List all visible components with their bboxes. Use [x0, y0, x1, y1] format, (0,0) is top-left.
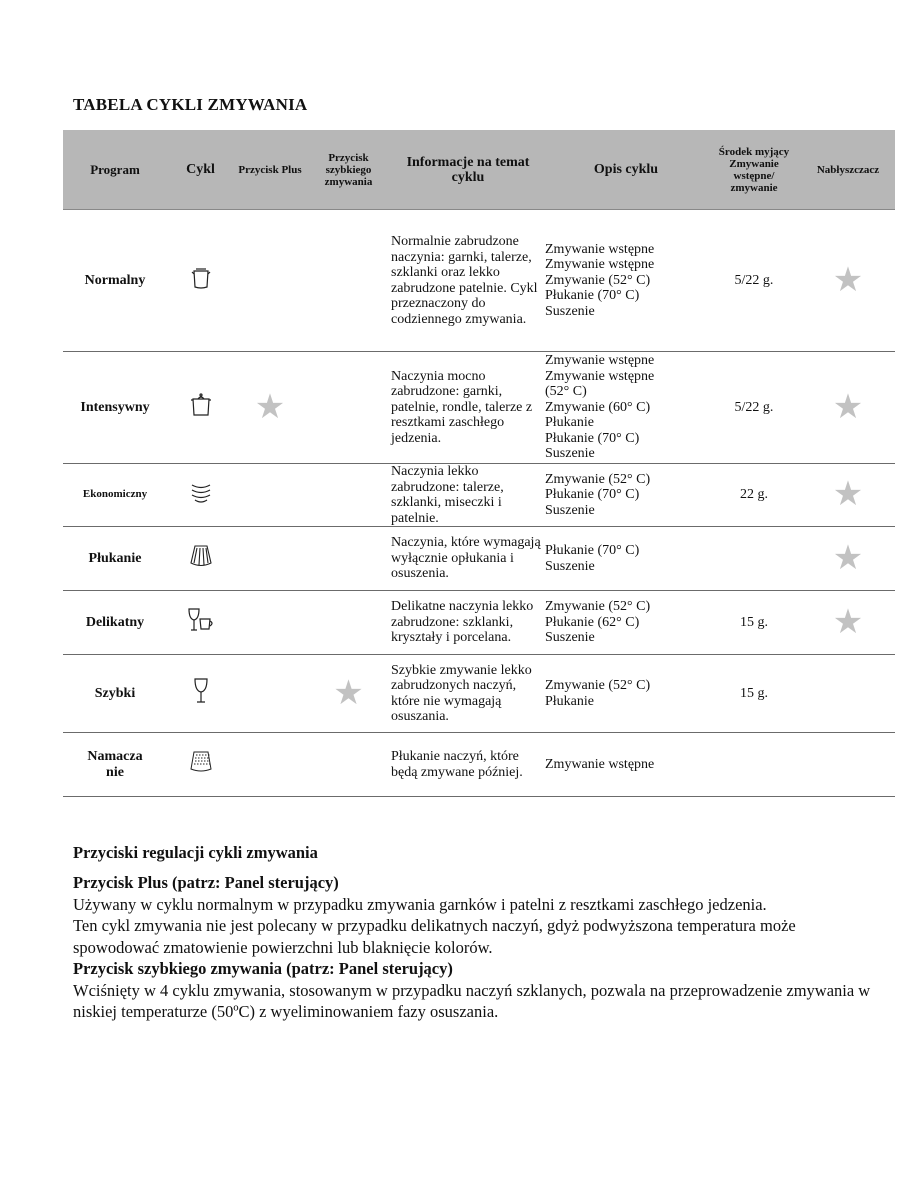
- cycle-step: Płukanie (62° C): [545, 614, 640, 630]
- wine-glass-icon: [186, 676, 216, 706]
- rinse-aid-cell: [801, 352, 895, 464]
- cycles-table: [63, 130, 895, 797]
- header-szybki: Przycisk szybkiego zmywania: [306, 130, 391, 210]
- header-cykl: Cykl: [167, 130, 234, 210]
- cycle-step: Suszenie: [545, 558, 595, 574]
- soak-icon: [186, 747, 216, 777]
- cycle-step: Zmywanie wstępne: [545, 368, 655, 384]
- pot-lid-icon: [186, 390, 216, 420]
- detergent-dose-cell: [707, 527, 801, 591]
- plus-star-icon: ★: [254, 388, 286, 426]
- cycle-step: Płukanie (70° C): [545, 543, 640, 558]
- plus-text-1: Używany w cyklu normalnym w przypadku zmywania garnków i patelni z resztkami zaschłego jedzenia.: [73, 894, 767, 914]
- header-opis: Opis cyklu: [545, 130, 707, 210]
- cycle-step: Płukanie: [545, 415, 594, 431]
- plus-cell: [234, 655, 306, 733]
- cycle-step: Zmywanie (52° C): [545, 678, 651, 693]
- description-cell: [545, 733, 707, 797]
- program-name: Namaczanie: [87, 749, 143, 780]
- cycle-step: Płukanie (70° C): [545, 430, 640, 446]
- info-cell: Normalnie zabrudzone naczynia: garnki, talerze, szklanki oraz lekko zabrudzone patelnie. Cykl przeznaczony do codziennego zmywania.: [391, 210, 545, 352]
- rinse-aid-star-icon: ★: [832, 261, 864, 299]
- quick-text: Wciśnięty w 4 cyklu zmywania, stosowanym w przypadku naczyń szklanych, pozwala na przeprowadzenie zmywania w niskiej temperaturze (50ºC) z wyeliminowaniem fazy osuszania.: [73, 980, 871, 1021]
- description-cell: [545, 352, 707, 464]
- table-row: [63, 352, 895, 464]
- table-row: [63, 591, 895, 655]
- detergent-dose-cell: 15 g.: [707, 591, 801, 655]
- header-plus: Przycisk Plus: [234, 130, 306, 210]
- plus-cell: [234, 527, 306, 591]
- program-name: Płukanie: [88, 550, 142, 566]
- rinse-aid-cell: [801, 464, 895, 527]
- rinse-aid-cell: [801, 733, 895, 797]
- info-cell: Naczynia, które wymagają wyłącznie opłukania i osuszenia.: [391, 527, 545, 591]
- info-cell: Naczynia mocno zabrudzone: garnki, patelnie, rondle, talerze z resztkami zaschłego jedzenia.: [391, 352, 545, 464]
- plus-cell: [234, 352, 306, 464]
- program-cell: [63, 210, 167, 352]
- info-cell: Naczynia lekko zabrudzone: talerze, szklanki, miseczki i patelnie.: [391, 464, 545, 527]
- quick-cell: [306, 527, 391, 591]
- detergent-dose-cell: 22 g.: [707, 464, 801, 527]
- cycle-step: Zmywanie wstępne: [545, 756, 655, 772]
- description-cell: [545, 527, 707, 591]
- cycle-icon-cell: [167, 591, 234, 655]
- cycle-icon-cell: [167, 464, 234, 527]
- cycle-icon-cell: [167, 352, 234, 464]
- rinse-icon: [186, 541, 216, 571]
- quick-cell: [306, 352, 391, 464]
- cycle-step: Zmywanie wstępne: [545, 257, 655, 273]
- plus-cell: [234, 210, 306, 352]
- cycle-step: Płukanie: [545, 693, 594, 709]
- page-title: TABELA CYKLI ZMYWANIA: [73, 95, 308, 114]
- table-header-row: [63, 130, 895, 210]
- rinse-aid-cell: [801, 527, 895, 591]
- program-name: Szybki: [94, 685, 136, 701]
- header-nablyszczacz: Nabłyszczacz: [801, 130, 895, 210]
- table-row: [63, 464, 895, 527]
- plus-heading: Przycisk Plus (patrz: Panel sterujący): [73, 873, 339, 892]
- rinse-aid-cell: [801, 591, 895, 655]
- program-name: Ekonomiczny: [82, 488, 148, 501]
- program-cell: [63, 655, 167, 733]
- table-row: [63, 733, 895, 797]
- program-name: Delikatny: [85, 614, 145, 630]
- rinse-aid-cell: [801, 210, 895, 352]
- info-cell: Szybkie zmywanie lekko zabrudzonych naczyń, które nie wymagają osuszania.: [391, 655, 545, 733]
- cycle-step: Płukanie (70° C): [545, 288, 640, 304]
- program-cell: [63, 527, 167, 591]
- quick-cell: [306, 591, 391, 655]
- description-cell: [545, 210, 707, 352]
- description-cell: [545, 591, 707, 655]
- rinse-aid-star-icon: ★: [832, 539, 864, 577]
- plus-section: [73, 872, 873, 1023]
- detergent-dose-cell: 15 g.: [707, 655, 801, 733]
- program-cell: [63, 591, 167, 655]
- program-name: Normalny: [84, 272, 146, 288]
- plus-text-2: Ten cykl zmywania nie jest polecany w przypadku delikatnych naczyń, gdyż podwyższona temperatura może spowodować zmatowienie powierzchni lub blaknięcie kolorów.: [73, 916, 796, 957]
- pot-icon: [186, 263, 216, 293]
- cycle-step: Zmywanie (52° C): [545, 599, 651, 615]
- cycle-step: Suszenie: [545, 502, 595, 518]
- cycle-step: Zmywanie wstępne: [545, 241, 655, 257]
- quick-star-icon: ★: [333, 674, 364, 712]
- rinse-aid-star-icon: ★: [832, 603, 864, 641]
- controls-heading: Przyciski regulacji cykli zmywania: [73, 843, 318, 862]
- header-program: Program: [63, 130, 167, 210]
- quick-cell: [306, 210, 391, 352]
- rinse-aid-star-icon: ★: [832, 476, 864, 513]
- cycle-step: Płukanie (70° C): [545, 487, 640, 503]
- section-heading: [73, 842, 873, 864]
- program-cell: [63, 733, 167, 797]
- cycle-icon-cell: [167, 527, 234, 591]
- program-name: Intensywny: [80, 399, 150, 415]
- glass-cup-icon: [186, 605, 216, 635]
- cycle-icon-cell: [167, 733, 234, 797]
- quick-heading: Przycisk szybkiego zmywania (patrz: Panel sterujący): [73, 959, 453, 978]
- quick-cell: [306, 464, 391, 527]
- cycle-step: Zmywanie wstępne: [545, 353, 655, 369]
- program-cell: [63, 464, 167, 527]
- table-row: [63, 210, 895, 352]
- cycle-step: (52° C): [545, 384, 587, 400]
- header-srodek: Środek myjący Zmywanie wstępne/ zmywanie: [707, 130, 801, 210]
- detergent-dose-cell: 5/22 g.: [707, 210, 801, 352]
- plus-cell: [234, 733, 306, 797]
- cycle-step: Suszenie: [545, 303, 595, 319]
- cycle-icon-cell: [167, 655, 234, 733]
- description-cell: [545, 464, 707, 527]
- quick-cell: [306, 733, 391, 797]
- table-row: [63, 655, 895, 733]
- plus-cell: [234, 464, 306, 527]
- info-cell: Delikatne naczynia lekko zabrudzone: szklanki, kryształy i porcelana.: [391, 591, 545, 655]
- info-cell: Płukanie naczyń, które będą zmywane później.: [391, 733, 545, 797]
- table-row: [63, 527, 895, 591]
- cycle-step: Zmywanie (60° C): [545, 399, 651, 415]
- detergent-dose-cell: 5/22 g.: [707, 352, 801, 464]
- cycle-step: Suszenie: [545, 446, 595, 462]
- cycle-step: Zmywanie (52° C): [545, 471, 651, 487]
- rinse-aid-cell: [801, 655, 895, 733]
- header-info: Informacje na temat cyklu: [391, 130, 545, 210]
- description-cell: [545, 655, 707, 733]
- cycle-step: Suszenie: [545, 630, 595, 646]
- cycle-step: Zmywanie (52° C): [545, 272, 651, 288]
- detergent-dose-cell: [707, 733, 801, 797]
- plates-icon: [186, 478, 216, 508]
- rinse-aid-star-icon: ★: [832, 388, 864, 426]
- cycle-icon-cell: [167, 210, 234, 352]
- program-cell: [63, 352, 167, 464]
- quick-cell: [306, 655, 391, 733]
- plus-cell: [234, 591, 306, 655]
